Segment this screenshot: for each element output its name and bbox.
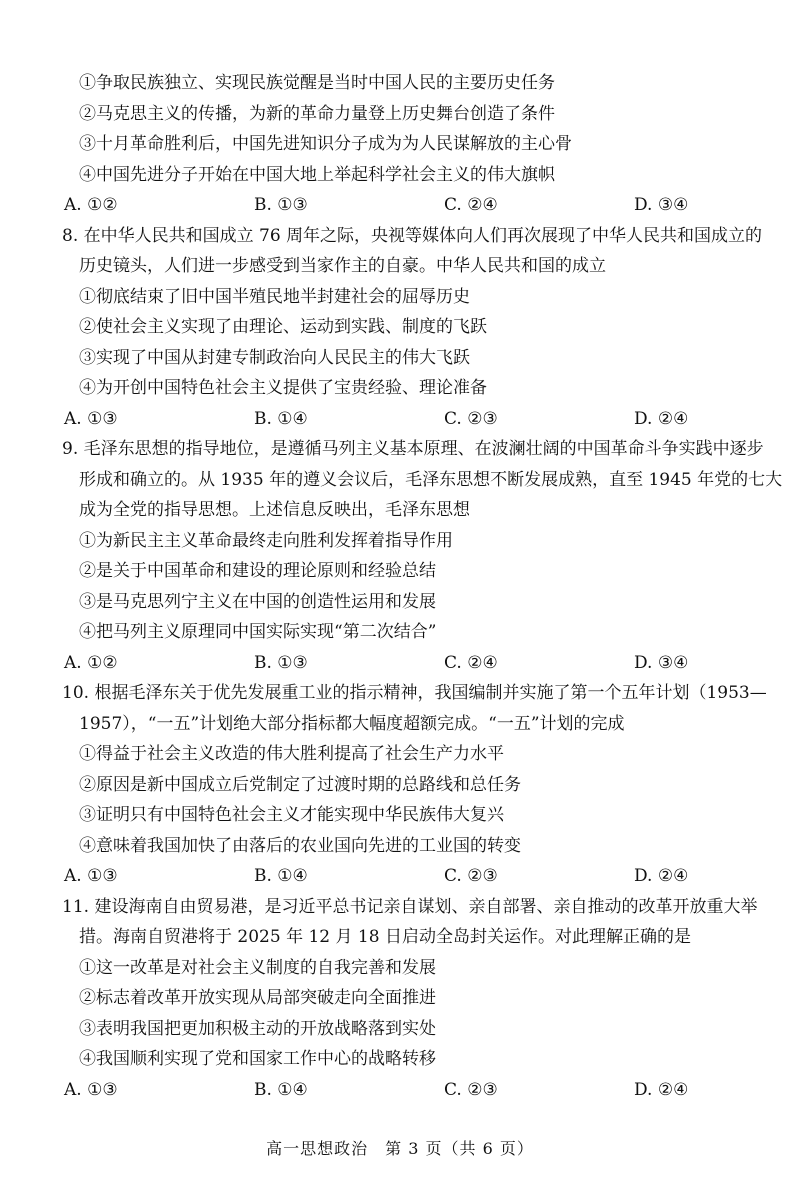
choice-a[interactable]: A. ①③ bbox=[64, 866, 118, 886]
statement-4: ④我国顺利实现了党和国家工作中心的战略转移 bbox=[79, 1049, 436, 1069]
choice-c[interactable]: C. ②③ bbox=[444, 866, 498, 886]
statement-2: ②原因是新中国成立后党制定了过渡时期的总路线和总任务 bbox=[79, 774, 521, 795]
statement-1: ①为新民主主义革命最终走向胜利发挥着指导作用 bbox=[79, 530, 453, 551]
choice-a[interactable]: A. ①② bbox=[64, 652, 118, 673]
statement-4: ④把马列主义原理同中国实际实现“第二次结合” bbox=[79, 622, 437, 642]
question-stem-line-1: 11. 建设海南自由贸易港，是习近平总书记亲自谋划、亲自部署、亲自推动的改革开放重大举 bbox=[62, 896, 758, 917]
choice-b[interactable]: B. ①④ bbox=[254, 408, 308, 429]
statement-3: ③证明只有中国特色社会主义才能实现中华民族伟大复兴 bbox=[79, 805, 504, 825]
choice-c[interactable]: C. ②④ bbox=[444, 652, 498, 673]
answer-choices bbox=[62, 861, 762, 892]
statement-1: ①彻底结束了旧中国半殖民地半封建社会的屈辱历史 bbox=[79, 286, 470, 307]
statement-3: ③十月革命胜利后，中国先进知识分子成为为人民谋解放的主心骨 bbox=[79, 134, 572, 154]
choice-b[interactable]: B. ①④ bbox=[254, 1079, 308, 1100]
page-footer: 高一思想政治 第 3 页（共 6 页） bbox=[266, 1139, 534, 1158]
answer-choices bbox=[62, 648, 762, 679]
choice-c[interactable]: C. ②③ bbox=[444, 1079, 498, 1100]
statement-4: ④中国先进分子开始在中国大地上举起科学社会主义的伟大旗帜 bbox=[79, 164, 555, 185]
question-10 bbox=[62, 678, 767, 892]
statement-2: ②标志着改革开放实现从局部突破走向全面推进 bbox=[79, 988, 436, 1008]
choice-b[interactable]: B. ①③ bbox=[254, 652, 308, 673]
choice-b[interactable]: B. ①④ bbox=[254, 866, 308, 886]
answer-choices bbox=[62, 190, 762, 221]
statement-1: ①得益于社会主义改造的伟大胜利提高了社会生产力水平 bbox=[79, 744, 504, 764]
statement-2: ②是关于中国革命和建设的理论原则和经验总结 bbox=[79, 561, 436, 581]
choice-d[interactable]: D. ②④ bbox=[634, 1079, 689, 1100]
choice-d[interactable]: D. ③④ bbox=[634, 652, 689, 673]
question-stem-line-1: 8. 在中华人民共和国成立 76 周年之际，央视等媒体向人们再次展现了中华人民共和国成立的 bbox=[62, 225, 763, 246]
statement-3: ③实现了中国从封建专制政治向人民民主的伟大飞跃 bbox=[79, 347, 470, 368]
statement-2: ②马克思主义的传播，为新的革命力量登上历史舞台创造了条件 bbox=[79, 103, 555, 124]
question-stem-line-1: 9. 毛泽东思想的指导地位，是遵循马列主义基本原理、在波澜壮阔的中国革命斗争实践中逐步 bbox=[62, 439, 764, 459]
statement-4: ④意味着我国加快了由落后的农业国向先进的工业国的转变 bbox=[79, 835, 521, 856]
question-11 bbox=[62, 892, 762, 1106]
question-9 bbox=[62, 434, 783, 678]
choice-a[interactable]: A. ①② bbox=[64, 195, 118, 215]
question-stem-line-2: 措。海南自贸港将于 2025 年 12 月 18 日启动全岛封关运作。对此理解正确的是 bbox=[79, 927, 691, 947]
statement-4: ④为开创中国特色社会主义提供了宝贵经验、理论准备 bbox=[79, 378, 487, 398]
statement-1: ①争取民族独立、实现民族觉醒是当时中国人民的主要历史任务 bbox=[79, 73, 555, 93]
statement-3: ③表明我国把更加积极主动的开放战略落到实处 bbox=[79, 1018, 436, 1039]
choice-d[interactable]: D. ③④ bbox=[634, 195, 689, 215]
exam-content bbox=[62, 68, 783, 1105]
statement-1: ①这一改革是对社会主义制度的自我完善和发展 bbox=[79, 957, 436, 978]
question-stem-line-3: 成为全党的指导思想。上述信息反映出，毛泽东思想 bbox=[79, 500, 470, 520]
question-stem-line-2: 1957），“一五”计划绝大部分指标都大幅度超额完成。“一五”计划的完成 bbox=[79, 713, 625, 734]
question-stem-line-1: 10. 根据毛泽东关于优先发展重工业的指示精神，我国编制并实施了第一个五年计划（1953— bbox=[62, 683, 767, 703]
choice-d[interactable]: D. ②④ bbox=[634, 408, 689, 429]
question-8 bbox=[62, 221, 762, 435]
choice-d[interactable]: D. ②④ bbox=[634, 866, 689, 886]
choice-b[interactable]: B. ①③ bbox=[254, 195, 308, 215]
answer-choices bbox=[62, 404, 762, 435]
statement-2: ②使社会主义实现了由理论、运动到实践、制度的飞跃 bbox=[79, 317, 487, 337]
statement-3: ③是马克思列宁主义在中国的创造性运用和发展 bbox=[79, 591, 436, 612]
answer-choices bbox=[62, 1075, 762, 1106]
choice-a[interactable]: A. ①③ bbox=[64, 408, 118, 429]
question-7 bbox=[62, 68, 762, 221]
question-stem-line-2: 形成和确立的。从 1935 年的遵义会议后，毛泽东思想不断发展成熟，直至 1945 年党的七大 bbox=[79, 469, 783, 490]
choice-c[interactable]: C. ②③ bbox=[444, 408, 498, 429]
choice-c[interactable]: C. ②④ bbox=[444, 195, 498, 215]
choice-a[interactable]: A. ①③ bbox=[64, 1079, 118, 1100]
question-stem-line-2: 历史镜头，人们进一步感受到当家作主的自豪。中华人民共和国的成立 bbox=[79, 256, 606, 276]
